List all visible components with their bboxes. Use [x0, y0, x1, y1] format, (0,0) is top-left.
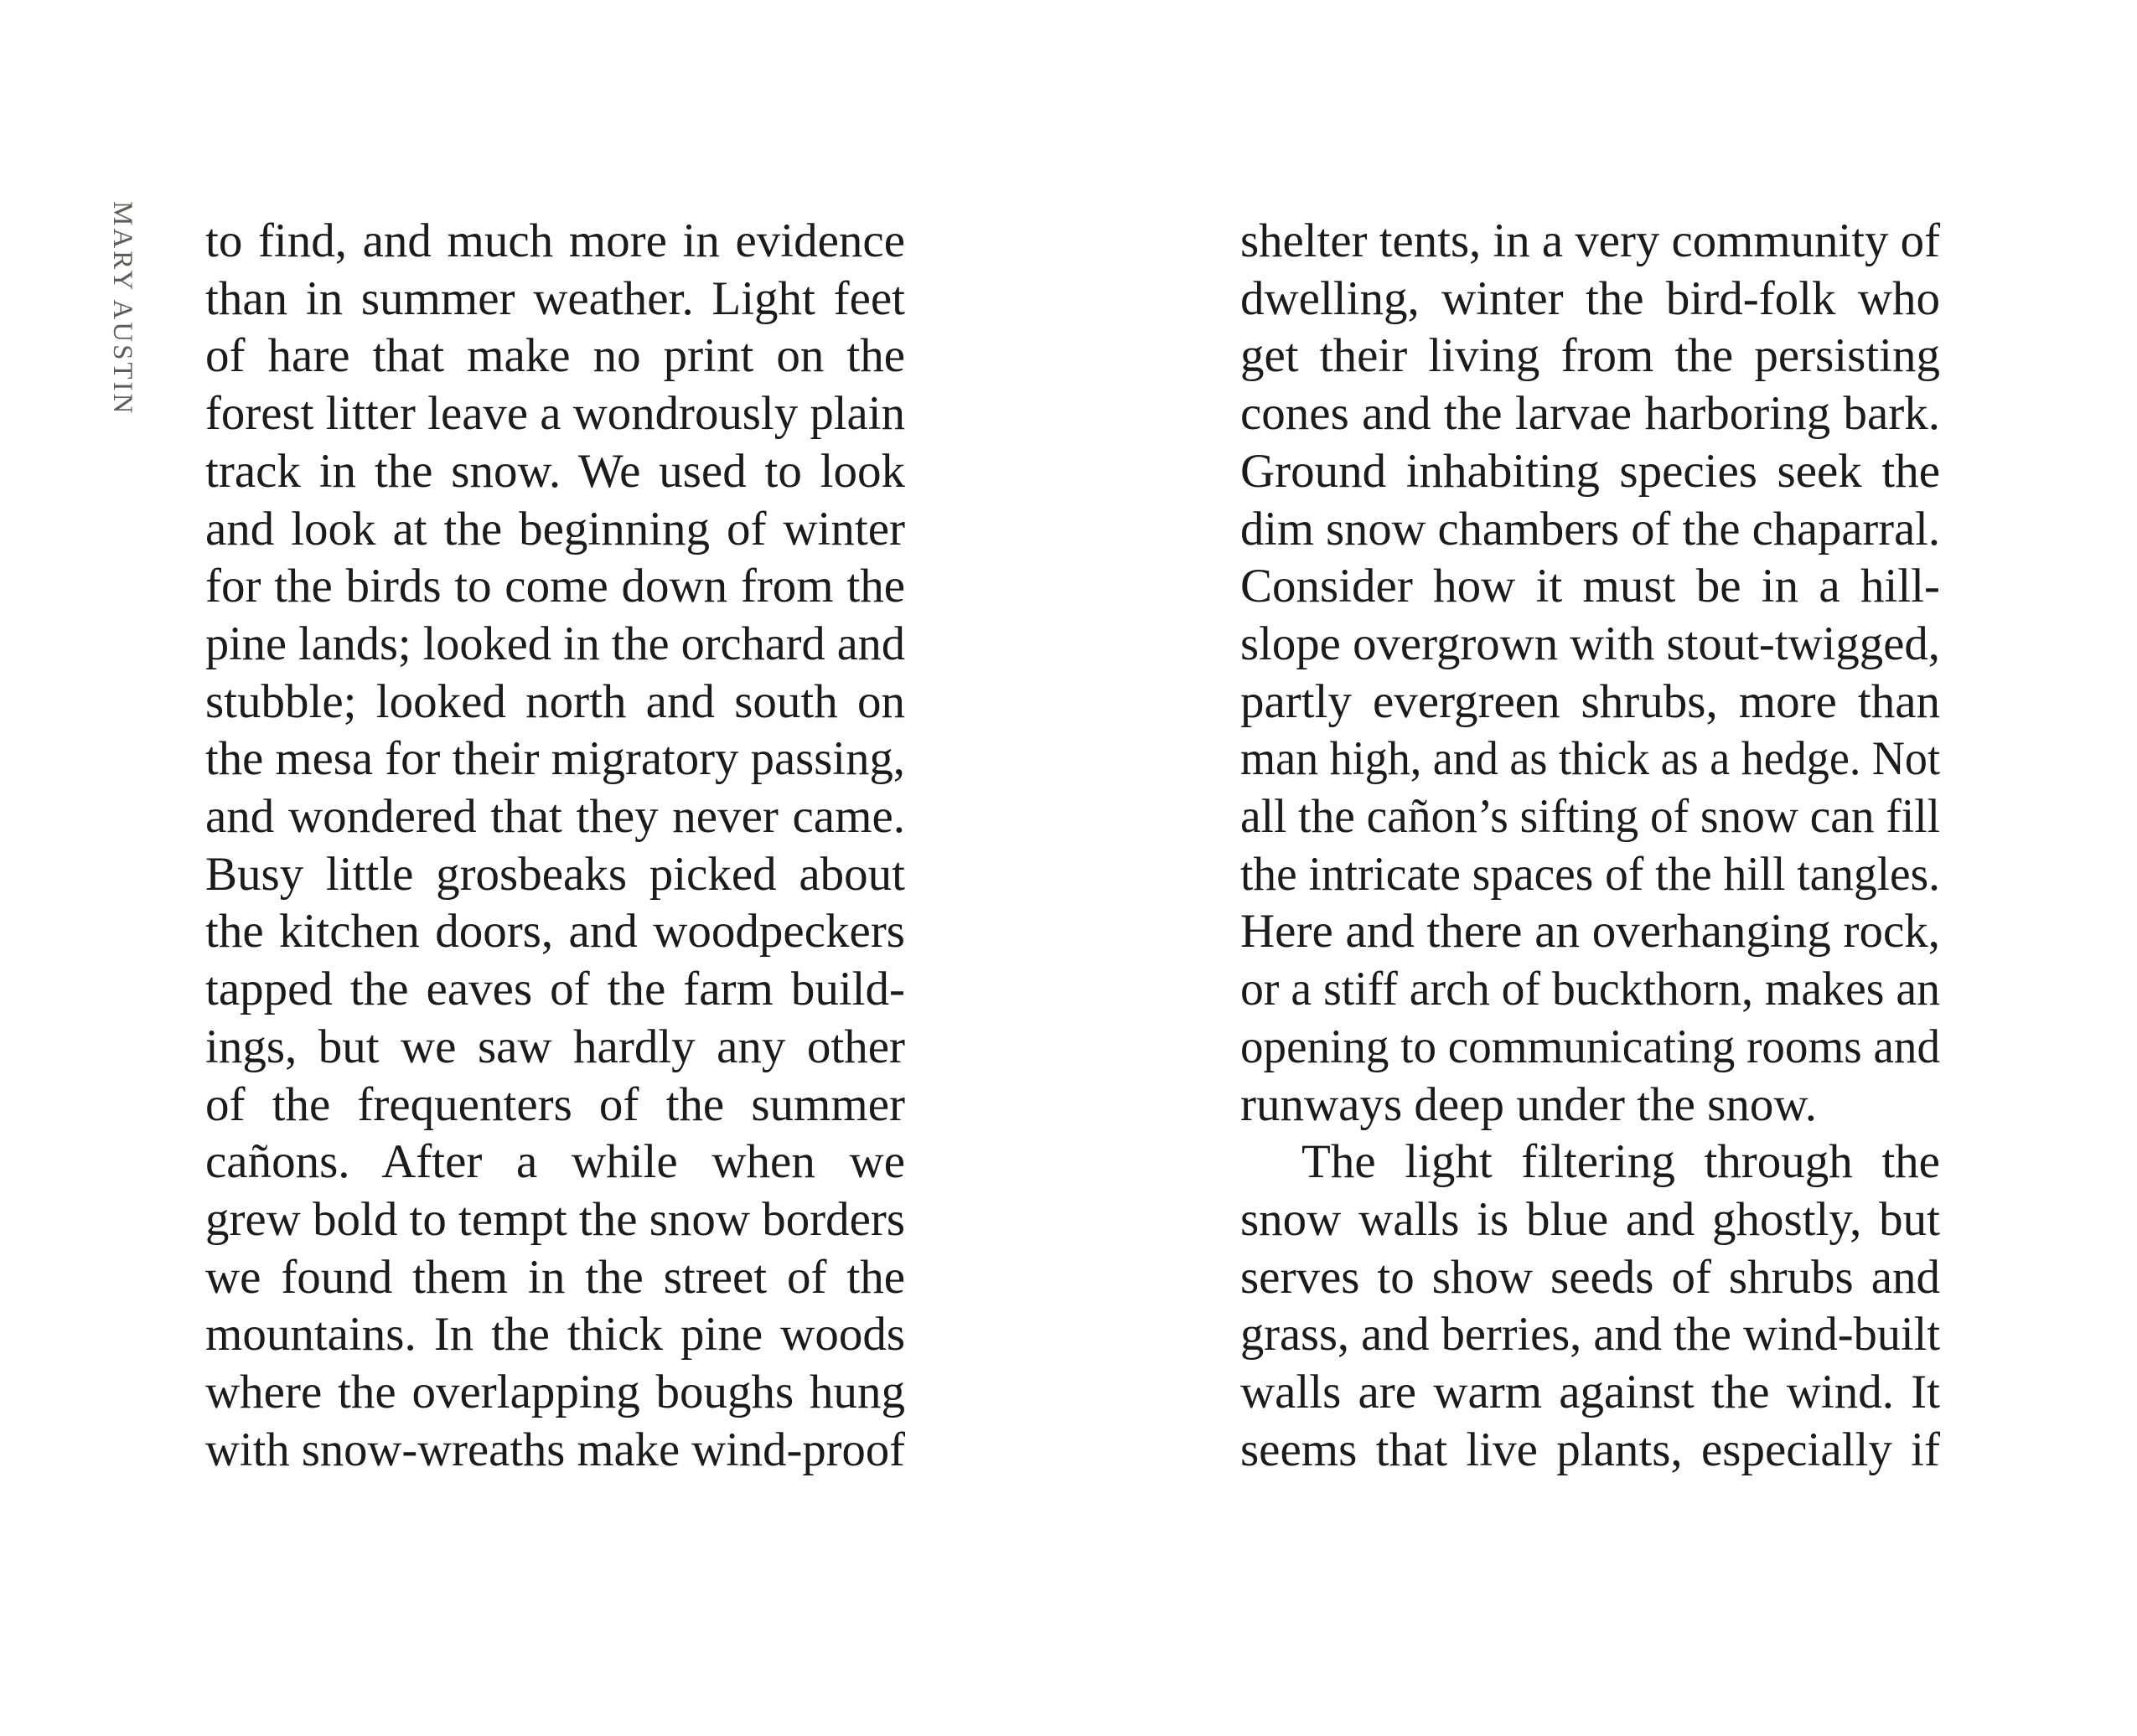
text-line — [205, 615, 905, 673]
text-line — [1240, 615, 1940, 673]
text-line-content: the intricate spaces of the hill tangles. — [1240, 847, 1940, 901]
text-line-content: The light filtering through the — [1301, 1135, 1940, 1189]
text-line — [205, 788, 905, 845]
text-line-content: for the birds to come down from the — [205, 560, 905, 613]
text-line — [1240, 673, 1940, 731]
text-line — [1240, 1248, 1940, 1306]
text-line — [1240, 500, 1940, 558]
text-line — [1240, 212, 1940, 270]
right-page — [1068, 0, 2137, 1736]
text-line-content: all the cañon’s sifting of snow can fill — [1240, 790, 1940, 843]
text-line — [205, 1248, 905, 1306]
text-line — [205, 845, 905, 903]
text-line — [205, 1018, 905, 1076]
text-line-content: man high, and as thick as a hedge. Not — [1240, 732, 1940, 786]
text-line-content: and wondered that they never came. — [205, 790, 905, 843]
text-line-content: opening to communicating rooms and — [1240, 1020, 1940, 1073]
text-line — [1240, 902, 1940, 960]
text-line — [1240, 1421, 1940, 1479]
text-line — [1240, 1076, 1940, 1134]
text-line — [205, 442, 905, 500]
text-line-content: the kitchen doors, and woodpeckers — [205, 905, 905, 958]
text-line-content: and look at the beginning of winter — [205, 502, 905, 555]
text-line-content: tapped the eaves of the farm build- — [205, 963, 905, 1016]
text-line-content: Busy little grosbeaks picked about — [205, 847, 905, 901]
text-line — [205, 557, 905, 615]
text-line-content: track in the snow. We used to look — [205, 444, 905, 498]
text-line-content: Here and there an overhanging rock, — [1240, 905, 1940, 958]
text-line-content: dwelling, winter the bird-folk who — [1240, 271, 1940, 325]
left-page — [0, 0, 1068, 1736]
text-line — [205, 500, 905, 558]
text-line — [1240, 557, 1940, 615]
text-line-content: grass, and berries, and the wind-built — [1240, 1308, 1940, 1361]
text-line — [205, 1191, 905, 1248]
text-line-content: partly evergreen shrubs, more than — [1240, 674, 1940, 728]
text-line-content: where the overlapping boughs hung — [205, 1366, 905, 1418]
text-line — [1240, 385, 1940, 442]
text-line — [205, 212, 905, 270]
running-head-author: MARY AUSTIN — [107, 201, 137, 416]
text-line-content: stubble; looked north and south on — [205, 674, 905, 728]
text-line — [205, 327, 905, 385]
text-line — [205, 960, 905, 1018]
text-line — [1240, 1305, 1940, 1363]
text-line-content: shelter tents, in a very community of — [1240, 214, 1940, 267]
text-line — [205, 1133, 905, 1191]
text-line — [205, 730, 905, 788]
text-line — [1240, 327, 1940, 385]
text-line — [1240, 442, 1940, 500]
text-line — [205, 1363, 905, 1421]
text-line — [205, 1305, 905, 1363]
text-line-content: the mesa for their migratory passing, — [205, 732, 905, 786]
text-line-content: or a stiff arch of buckthorn, makes an — [1240, 963, 1940, 1016]
text-line — [205, 902, 905, 960]
text-line — [205, 270, 905, 328]
text-line-content: seems that live plants, especially if — [1240, 1423, 1940, 1476]
text-line-content: than in summer weather. Light feet — [205, 271, 905, 325]
text-line — [1240, 845, 1940, 903]
text-line-content: cañons. After a while when we — [205, 1135, 905, 1189]
text-line — [1240, 730, 1940, 788]
text-line — [205, 1076, 905, 1134]
text-line-content: grew bold to tempt the snow borders — [205, 1192, 905, 1246]
text-line — [1240, 1191, 1940, 1248]
text-line-content: get their living from the persisting — [1240, 329, 1940, 383]
text-line-content: cones and the larvae harboring bark. — [1240, 387, 1940, 441]
text-line-content: forest litter leave a wondrously plain — [205, 387, 905, 441]
text-line-content: pine lands; looked in the orchard and — [205, 617, 905, 670]
text-line — [205, 1421, 905, 1479]
text-line — [1240, 1133, 1940, 1191]
text-line-content: ings, but we saw hardly any other — [205, 1020, 905, 1073]
text-line — [1240, 1363, 1940, 1421]
text-line — [1240, 1018, 1940, 1076]
text-line — [205, 385, 905, 442]
text-line — [1240, 788, 1940, 845]
text-line-content: walls are warm against the wind. It — [1240, 1366, 1940, 1418]
text-line-content: snow walls is blue and ghostly, but — [1240, 1192, 1940, 1246]
text-line — [205, 673, 905, 731]
text-line-content: of hare that make no print on the — [205, 329, 905, 383]
text-line-content: mountains. In the thick pine woods — [205, 1308, 905, 1361]
text-line-content: slope overgrown with stout-twigged, — [1240, 617, 1940, 670]
text-line-content: dim snow chambers of the chaparral. — [1240, 502, 1940, 555]
text-line — [1240, 960, 1940, 1018]
text-line — [1240, 270, 1940, 328]
text-line-content: runways deep under the snow. — [1240, 1077, 1818, 1131]
text-line-content: with snow-wreaths make wind-proof — [205, 1423, 905, 1476]
text-line-content: to find, and much more in evidence — [205, 214, 905, 267]
text-line-content: serves to show seeds of shrubs and — [1240, 1250, 1940, 1304]
text-line-content: we found them in the street of the — [205, 1250, 905, 1304]
text-line-content: Ground inhabiting species seek the — [1240, 444, 1940, 498]
text-line-content: Consider how it must be in a hill- — [1240, 560, 1940, 613]
text-line-content: of the frequenters of the summer — [205, 1077, 905, 1131]
